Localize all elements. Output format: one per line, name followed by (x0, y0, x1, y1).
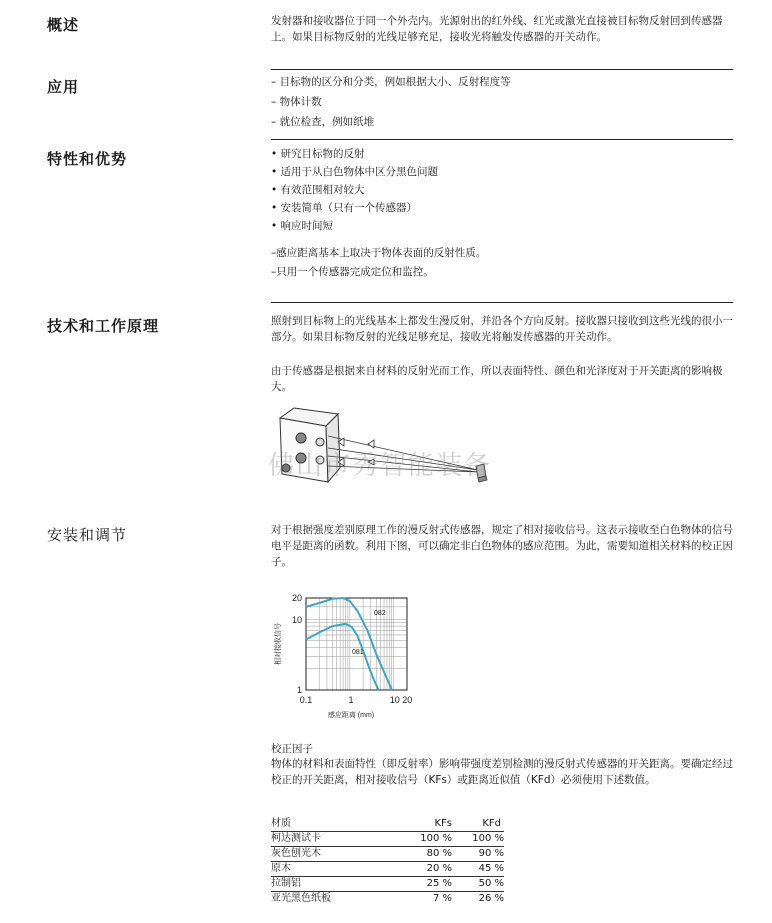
section-title-application: 应用 (47, 78, 80, 96)
kfs-cell: 100 % (399, 832, 452, 847)
column-header-kfs: KFs (399, 817, 452, 832)
feature-bullet: • 安装简单（只有一个传感器） (271, 202, 418, 214)
kfd-cell: 50 % (452, 877, 504, 892)
kfd-cell: 90 % (452, 847, 504, 862)
feature-bullet: • 研究目标物的反射 (271, 148, 365, 160)
application-item: – 就位检查，例如纸堆 (271, 116, 375, 128)
table-row (271, 892, 504, 907)
feature-note: –感应距离基本上取决于物体表面的反射性质。 (271, 247, 487, 259)
section-title-features: 特性和优势 (47, 150, 128, 168)
signal-distance-chart (268, 588, 438, 728)
kfs-cell: 80 % (399, 847, 452, 862)
y-tick-label: 10 (291, 615, 302, 625)
column-header-material: 材质 (271, 817, 399, 832)
feature-bullet: • 响应时间短 (271, 220, 334, 232)
material-cell: 亚光黑色纸板 (271, 892, 399, 907)
application-item: – 物体计数 (271, 96, 322, 108)
correction-text: 物体的材料和表面特性（即反射率）影响带强度差别检测的漫反射式传感器的开关距离。要确定经过校正的开关距离，相对接收信号（KFs）或距离近似值（KFd）必须使用下述数值。 (271, 758, 733, 786)
material-cell: 灰色刨光木 (271, 847, 399, 862)
x-tick-label: 0.1 (299, 695, 313, 705)
material-cell: 拉制铝 (271, 877, 399, 892)
column-header-kfd: KFd (452, 817, 504, 832)
divider (271, 69, 733, 70)
y-axis-label: 相对接收信号 (275, 623, 282, 665)
correction-factor-table (271, 817, 504, 906)
section-title-installation: 安装和调节 (47, 526, 128, 544)
watermark: 佛山市秀智能装备 (268, 451, 493, 481)
kfs-cell: 20 % (399, 862, 452, 877)
application-item: – 目标物的区分和分类，例如根据大小、反射程度等 (271, 76, 511, 88)
kfd-cell: 26 % (452, 892, 504, 907)
x-tick-label: 10 20 (389, 695, 413, 705)
technology-paragraph-1: 照射到目标物上的光线基本上都发生漫反射，并沿各个方向反射。接收器只接收到这些光线的很小一部分。如果目标物反射的光线足够充足，接收光将触发传感器的开关动作。 (271, 315, 733, 343)
kfd-cell: 45 % (452, 862, 504, 877)
x-tick-label: 1 (348, 695, 354, 705)
feature-bullet: • 有效范围相对较大 (271, 184, 365, 196)
series-label-082: 082 (374, 610, 386, 617)
table-row (271, 832, 504, 847)
material-cell: 原木 (271, 862, 399, 877)
table-row (271, 877, 504, 892)
feature-bullet: • 适用于从白色物体中区分黑色问题 (271, 166, 439, 178)
kfd-cell: 100 % (452, 832, 504, 847)
x-axis-label: 感应距离 (mm) (327, 712, 375, 719)
installation-text: 对于根据强度差别原理工作的漫反射式传感器，规定了相对接收信号。这表示接收至白色物体的信号电平是距离的函数。利用下图，可以确定非白色物体的感应范围。为此，需要知道相关材料的校正因子。 (271, 524, 733, 568)
divider (271, 302, 733, 303)
y-tick-label: 1 (296, 685, 302, 695)
table-row (271, 847, 504, 862)
series-label-081: 081 (352, 649, 364, 656)
material-cell: 柯达测试卡 (271, 832, 399, 847)
kfs-cell: 25 % (399, 877, 452, 892)
overview-text: 发射器和接收器位于同一个外壳内。光源射出的红外线、红光或激光直接被目标物反射回到传感器上。如果目标物反射的光线足够充足，接收光将触发传感器的开关动作。 (271, 15, 723, 43)
feature-note: –只用一个传感器完成定位和监控。 (271, 266, 434, 278)
section-title-technology: 技术和工作原理 (47, 317, 160, 335)
table-row (271, 862, 504, 877)
section-title-overview: 概述 (47, 16, 80, 34)
kfs-cell: 7 % (399, 892, 452, 907)
technology-paragraph-2: 由于传感器是根据来自材料的反射光而工作，所以表面特性、颜色和光泽度对于开关距离的影响极大。 (271, 365, 723, 393)
divider (271, 139, 733, 140)
table-header-row (271, 817, 504, 832)
chart-grid (306, 598, 407, 690)
correction-heading: 校正因子 (271, 743, 313, 755)
y-tick-label: 20 (291, 593, 302, 603)
